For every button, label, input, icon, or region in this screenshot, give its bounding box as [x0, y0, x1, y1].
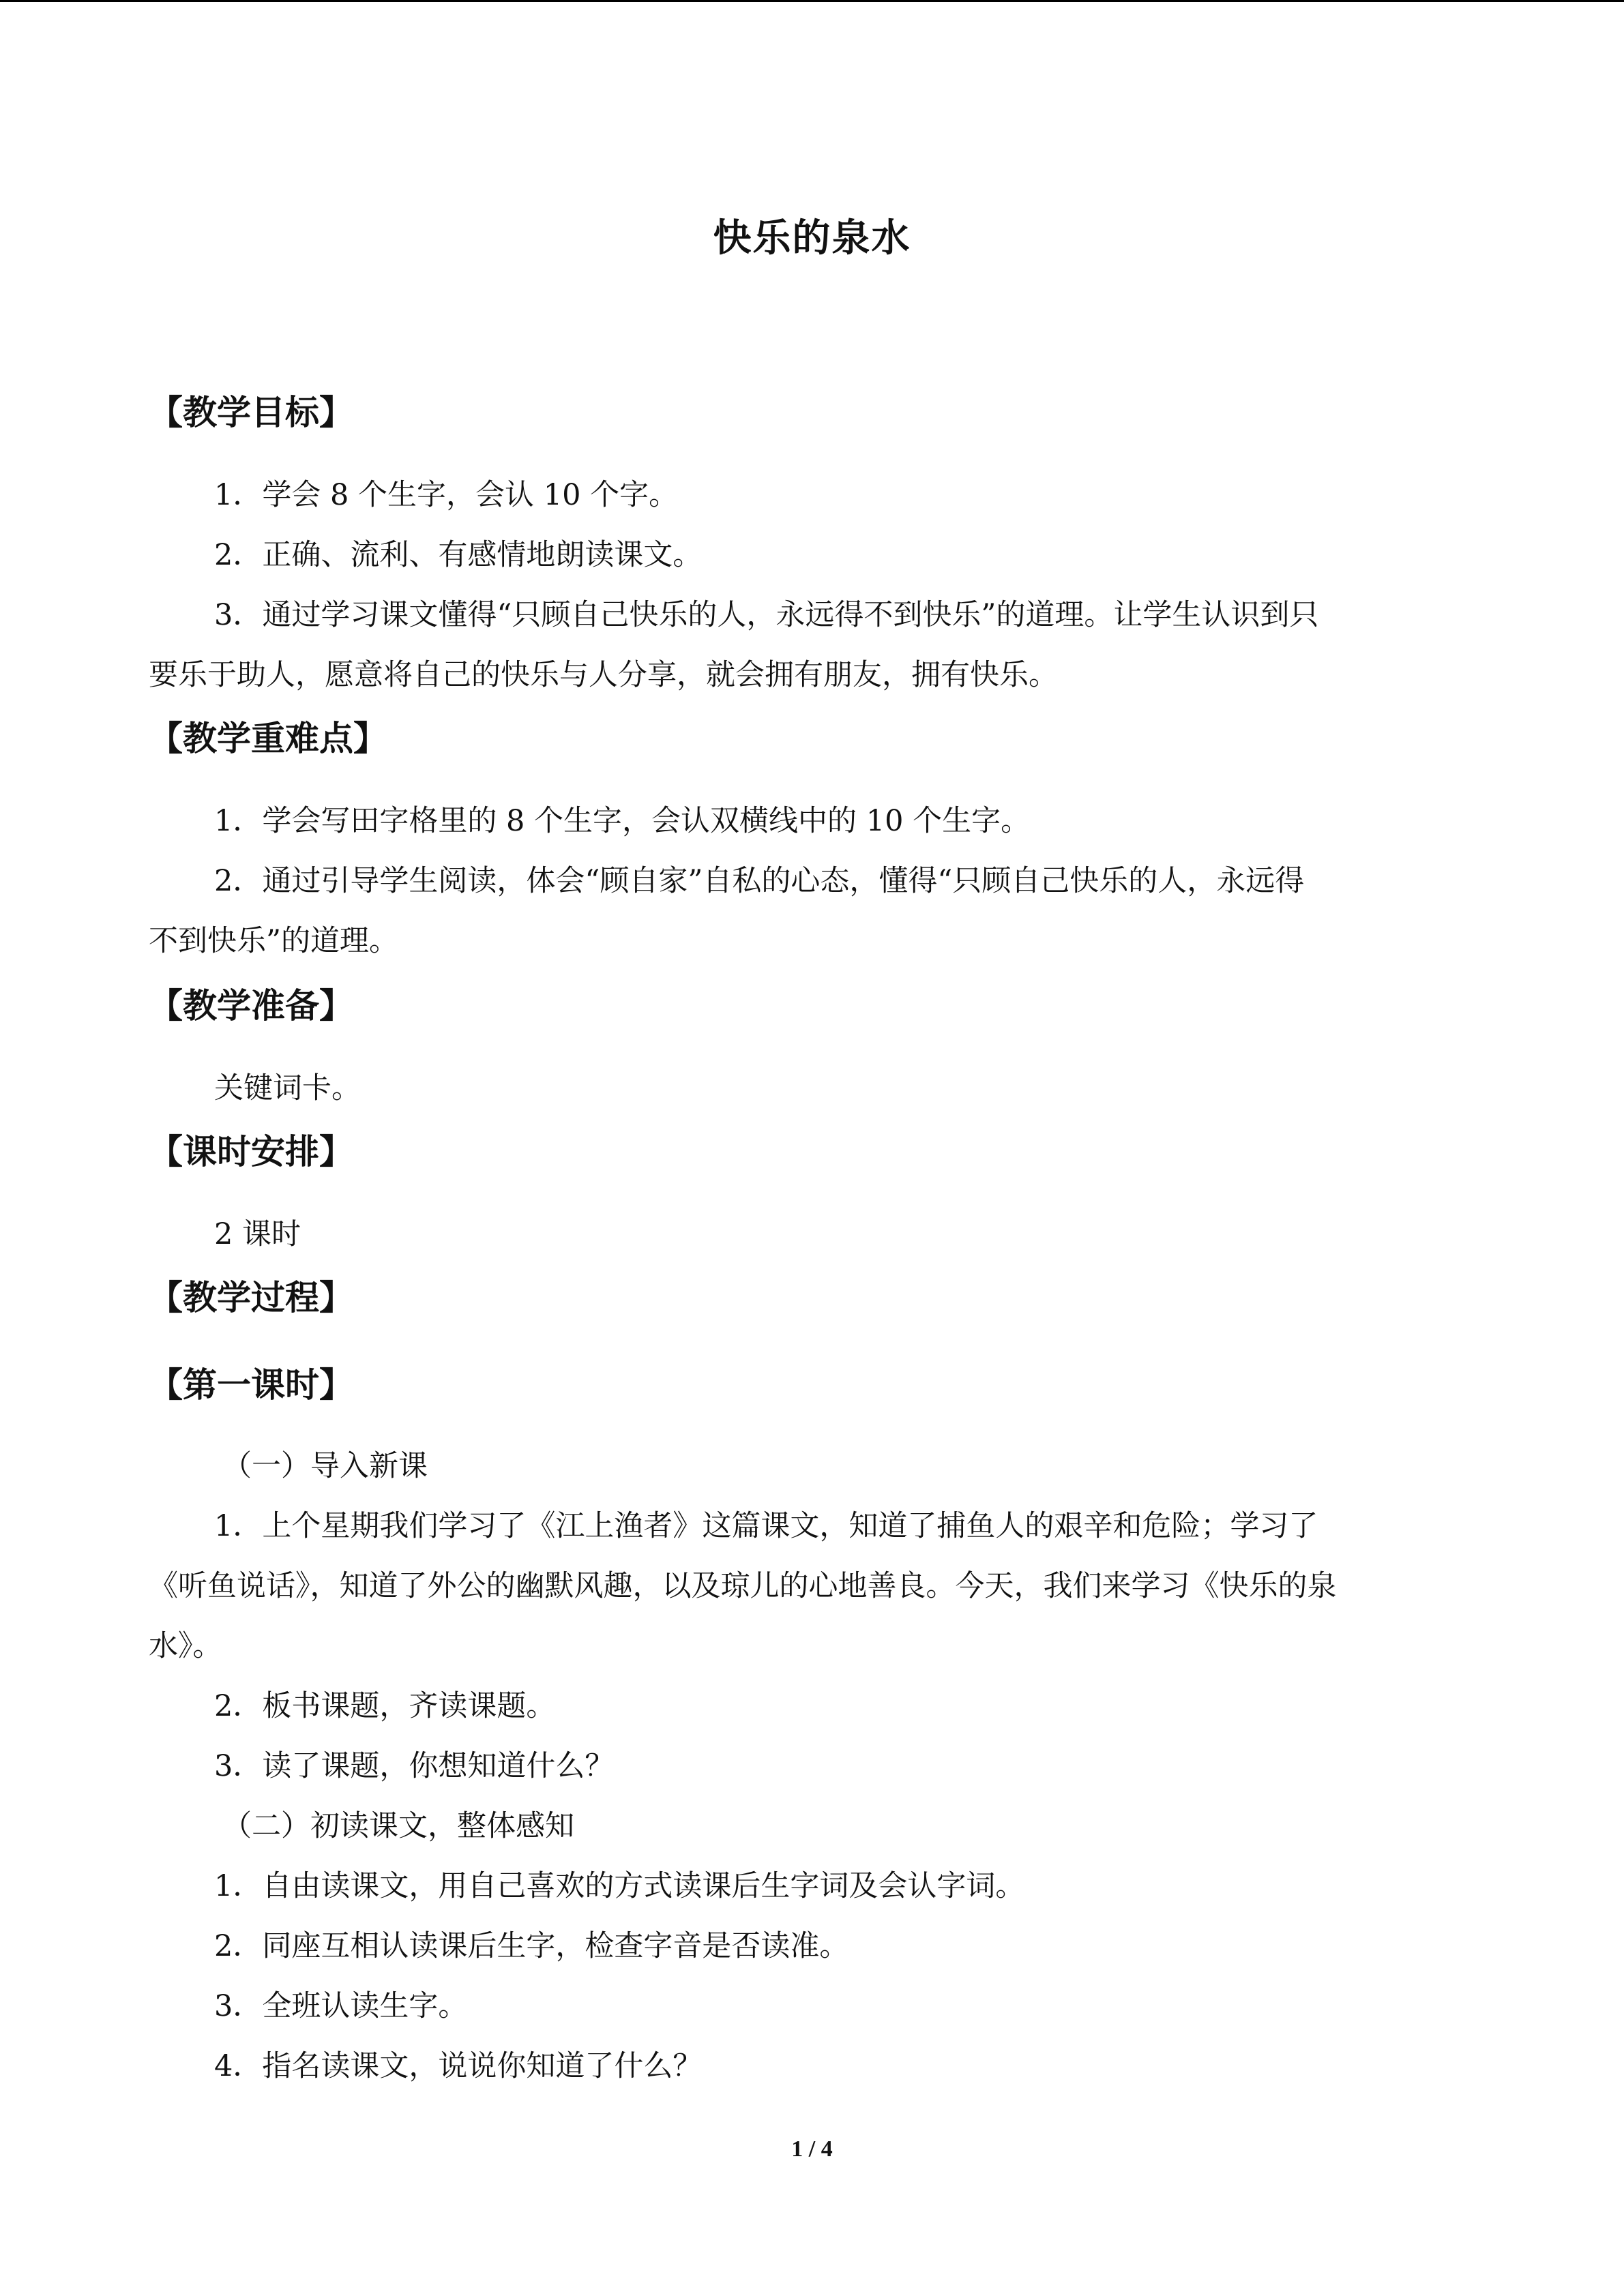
section-heading-lesson-one: 【第一课时】 [149, 1365, 353, 1405]
objective-item-3-continued: 要乐于助人，愿意将自己的快乐与人分享，就会拥有朋友，拥有快乐。 [149, 658, 1058, 692]
page-number: 1 / 4 [791, 2136, 833, 2162]
top-border-line [0, 0, 1624, 2]
document-title: 快乐的泉水 [713, 216, 911, 260]
lesson-one-item-1-end: 水》。 [149, 1629, 222, 1663]
section-heading-key-points: 【教学重难点】 [149, 719, 387, 758]
lesson-one-reading-item-2: 2．同座互相认读课后生字，检查字音是否读准。 [214, 1929, 849, 1963]
key-point-item-1: 1．学会写田字格里的 8 个生字，会认双横线中的 10 个生字。 [214, 804, 1031, 838]
lesson-one-item-1: 1．上个星期我们学习了《江上渔者》这篇课文，知道了捕鱼人的艰辛和危险；学习了 [214, 1509, 1318, 1543]
lesson-one-subheading-intro: （一）导入新课 [222, 1449, 428, 1483]
lesson-one-reading-item-1: 1．自由读课文，用自己喜欢的方式读课后生字词及会认字词。 [214, 1869, 1025, 1903]
schedule-item: 2 课时 [214, 1217, 301, 1251]
key-point-item-2: 2．通过引导学生阅读，体会“顾自家”自私的心态，懂得“只顾自己快乐的人，永远得 [214, 864, 1305, 898]
objective-item-1: 1．学会 8 个生字，会认 10 个字。 [214, 478, 679, 512]
objective-item-2: 2．正确、流利、有感情地朗读课文。 [214, 538, 703, 572]
lesson-one-reading-item-4: 4．指名读课文，说说你知道了什么？ [214, 2049, 703, 2083]
lesson-one-item-3: 3．读了课题，你想知道什么？ [214, 1749, 615, 1783]
lesson-one-item-1-continued: 《听鱼说话》，知道了外公的幽默风趣，以及琼儿的心地善良。今天，我们来学习《快乐的泉 [149, 1569, 1337, 1603]
preparation-item: 关键词卡。 [214, 1071, 361, 1105]
section-heading-process: 【教学过程】 [149, 1278, 353, 1317]
section-heading-preparation: 【教学准备】 [149, 986, 353, 1026]
lesson-one-subheading-reading: （二）初读课文，整体感知 [222, 1809, 574, 1843]
lesson-one-reading-item-3: 3．全班认读生字。 [214, 1989, 468, 2023]
lesson-one-item-2: 2．板书课题，齐读课题。 [214, 1689, 556, 1723]
objective-item-3: 3．通过学习课文懂得“只顾自己快乐的人，永远得不到快乐”的道理。让学生认识到只 [214, 598, 1319, 632]
section-heading-objectives: 【教学目标】 [149, 393, 353, 432]
key-point-item-2-continued: 不到快乐”的道理。 [149, 924, 398, 958]
section-heading-schedule: 【课时安排】 [149, 1132, 353, 1172]
